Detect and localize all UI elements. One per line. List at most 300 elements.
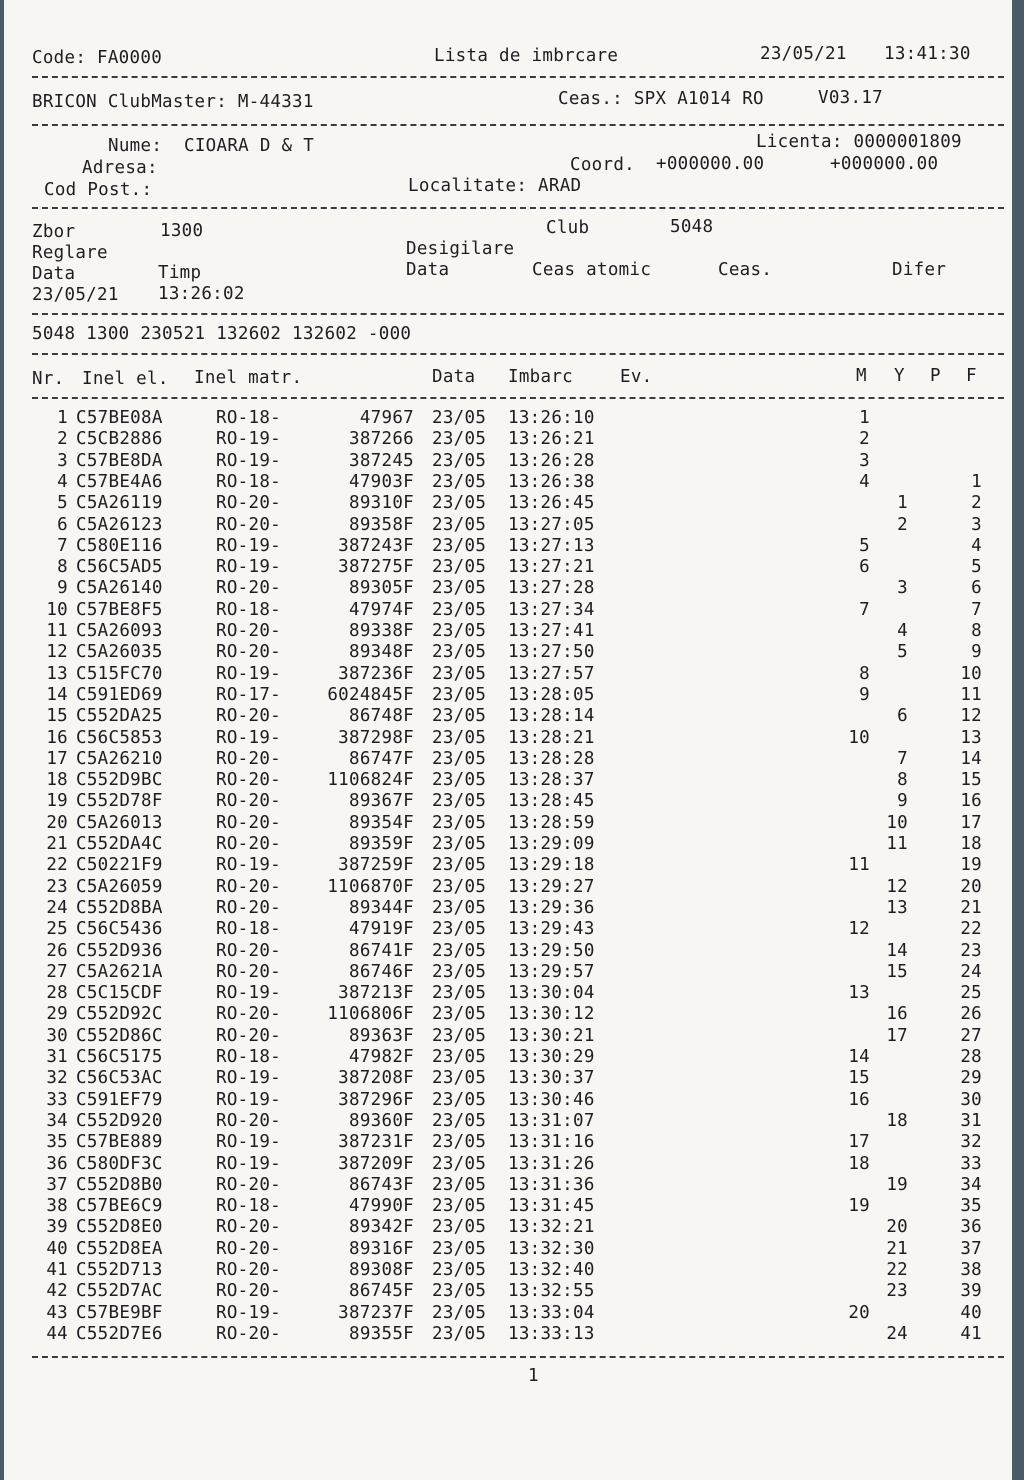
row-y: 22 [886, 1260, 908, 1280]
row-nr: 36 [46, 1153, 68, 1174]
row-ring-number: 1106806F [327, 1004, 414, 1025]
row-nr: 17 [46, 748, 68, 769]
row-nr: 22 [46, 855, 68, 876]
row-y: 2 [897, 514, 908, 535]
row-f: 19 [960, 855, 982, 876]
row-date: 23/05 [432, 748, 487, 769]
row-inel-el: C56C5175 [76, 1047, 163, 1067]
row-time: 13:30:04 [508, 983, 595, 1004]
table-row [4, 450, 1012, 474]
row-m: 5 [859, 535, 870, 556]
table-row [4, 1219, 1012, 1240]
row-inel-el: C552DA4C [76, 834, 163, 854]
row-ring-prefix: RO-20- [216, 706, 282, 727]
row-ring-prefix: RO-20- [216, 791, 282, 812]
row-f: 30 [960, 1089, 982, 1110]
row-time: 13:26:21 [508, 429, 595, 450]
row-date: 23/05 [432, 1302, 487, 1323]
row-f: 13 [960, 727, 982, 748]
row-y: 23 [886, 1281, 908, 1302]
row-time: 13:30:37 [508, 1068, 595, 1089]
row-m: 1 [859, 408, 870, 428]
row-nr: 25 [46, 919, 68, 940]
row-ring-number: 89344F [348, 897, 414, 918]
row-f: 20 [960, 876, 982, 897]
row-ring-number: 387213F [338, 983, 414, 1004]
row-y: 15 [886, 961, 908, 982]
row-ring-number: 89338F [348, 621, 414, 641]
row-date: 23/05 [432, 684, 487, 705]
row-time: 13:26:45 [508, 493, 595, 514]
printed-report [4, 0, 1012, 1480]
row-date: 23/05 [432, 1068, 487, 1089]
row-m: 14 [848, 1047, 870, 1067]
row-y: 9 [897, 791, 908, 812]
row-inel-el: C552D78F [76, 791, 163, 812]
table-row [4, 644, 1012, 665]
license-number: Licenta: 0000001809 [756, 132, 962, 152]
row-inel-el: C552D7AC [76, 1281, 163, 1302]
row-date: 23/05 [432, 791, 487, 812]
row-date: 23/05 [432, 1217, 487, 1238]
row-inel-el: C591EF79 [76, 1089, 163, 1110]
club-label: Club [546, 218, 590, 238]
row-y: 14 [886, 940, 908, 961]
row-time: 13:28:14 [508, 706, 595, 727]
row-ring-prefix: RO-19- [216, 450, 282, 471]
row-nr: 5 [57, 493, 68, 514]
row-nr: 31 [46, 1047, 68, 1067]
row-inel-el: C552D920 [76, 1110, 163, 1131]
table-row [4, 793, 1012, 814]
row-inel-el: C50221F9 [76, 855, 163, 876]
report-title: Lista de imbrcare [434, 46, 619, 66]
row-y: 1 [897, 493, 908, 514]
row-ring-prefix: RO-19- [216, 557, 282, 578]
row-ring-number: 89310F [348, 493, 414, 514]
row-inel-el: C580E116 [76, 535, 163, 556]
table-row [4, 663, 1012, 687]
postcode-label: Cod Post.: [44, 180, 153, 200]
row-m: 17 [848, 1132, 870, 1153]
row-ring-prefix: RO-20- [216, 578, 282, 599]
row-ring-prefix: RO-20- [216, 876, 282, 897]
row-ring-prefix: RO-17- [216, 684, 282, 705]
row-inel-el: C57BE9BF [76, 1302, 163, 1323]
row-m: 11 [848, 855, 870, 876]
row-f: 9 [971, 642, 982, 663]
row-time: 13:31:07 [508, 1110, 595, 1131]
divider [32, 124, 1004, 126]
row-f: 31 [960, 1110, 982, 1131]
row-ring-number: 387245 [348, 450, 414, 471]
row-nr: 9 [57, 578, 68, 599]
row-inel-el: C552D86C [76, 1025, 163, 1046]
row-date: 23/05 [432, 897, 487, 918]
row-f: 36 [960, 1217, 982, 1238]
row-ring-number: 387259F [338, 855, 414, 876]
row-ring-prefix: RO-19- [216, 1153, 282, 1174]
row-f: 32 [960, 1132, 982, 1153]
table-row [4, 410, 1012, 431]
row-ring-number: 387237F [338, 1302, 414, 1323]
row-ring-prefix: RO-20- [216, 940, 282, 961]
row-ring-prefix: RO-19- [216, 1132, 282, 1153]
row-ring-prefix: RO-18- [216, 408, 282, 428]
col-p: P [930, 366, 941, 386]
row-date: 23/05 [432, 1110, 487, 1131]
row-ring-prefix: RO-19- [216, 429, 282, 450]
table-row [4, 727, 1012, 751]
row-ring-number: 1106870F [327, 876, 414, 897]
row-nr: 4 [57, 471, 68, 492]
reglare-date: 23/05/21 [32, 285, 119, 305]
row-y: 8 [897, 770, 908, 791]
row-ring-number: 47967 [359, 408, 414, 428]
row-inel-el: C5A26093 [76, 621, 163, 641]
divider [32, 397, 1004, 399]
table-row [4, 897, 1012, 921]
row-f: 35 [960, 1196, 982, 1217]
row-ring-number: 86747F [348, 748, 414, 769]
row-nr: 12 [46, 642, 68, 663]
row-inel-el: C57BE4A6 [76, 471, 163, 492]
reglare-label: Reglare [32, 243, 108, 263]
row-f: 27 [960, 1025, 982, 1046]
row-time: 13:30:21 [508, 1025, 595, 1046]
row-time: 13:27:50 [508, 642, 595, 663]
row-f: 12 [960, 706, 982, 727]
row-y: 20 [886, 1217, 908, 1238]
row-inel-el: C5A26035 [76, 642, 163, 663]
row-nr: 40 [46, 1238, 68, 1259]
row-m: 19 [848, 1196, 870, 1217]
row-f: 8 [971, 621, 982, 641]
table-row [4, 1174, 1012, 1198]
table-row [4, 1238, 1012, 1262]
row-nr: 13 [46, 663, 68, 684]
row-y: 6 [897, 706, 908, 727]
row-ring-prefix: RO-20- [216, 621, 282, 641]
row-ring-prefix: RO-20- [216, 1174, 282, 1195]
row-time: 13:30:29 [508, 1047, 595, 1067]
row-ring-prefix: RO-20- [216, 897, 282, 918]
row-ring-prefix: RO-18- [216, 919, 282, 940]
clock-label: Ceas. [718, 260, 773, 280]
divider [32, 1356, 1004, 1358]
table-row [4, 535, 1012, 559]
row-nr: 27 [46, 961, 68, 982]
row-ring-number: 89360F [348, 1110, 414, 1131]
row-ring-prefix: RO-19- [216, 535, 282, 556]
table-row [4, 471, 1012, 495]
row-ring-number: 387231F [338, 1132, 414, 1153]
row-date: 23/05 [432, 514, 487, 535]
row-f: 1 [971, 471, 982, 492]
row-nr: 39 [46, 1217, 68, 1238]
row-inel-el: C5A26013 [76, 812, 163, 833]
row-y: 11 [886, 834, 908, 854]
row-nr: 38 [46, 1196, 68, 1217]
row-nr: 10 [46, 599, 68, 620]
table-row [4, 1049, 1012, 1070]
row-ring-prefix: RO-19- [216, 1302, 282, 1323]
row-ring-number: 89354F [348, 812, 414, 833]
row-time: 13:31:45 [508, 1196, 595, 1217]
table-row [4, 961, 1012, 985]
row-time: 13:26:28 [508, 450, 595, 471]
row-ring-number: 387209F [338, 1153, 414, 1174]
row-nr: 16 [46, 727, 68, 748]
row-f: 16 [960, 791, 982, 812]
row-ring-prefix: RO-20- [216, 1323, 282, 1344]
row-time: 13:27:41 [508, 621, 595, 641]
table-row [4, 1070, 1012, 1091]
row-inel-el: C57BE8F5 [76, 599, 163, 620]
col-imbarc: Imbarc [508, 367, 574, 387]
address-label: Adresa: [82, 158, 158, 178]
row-nr: 2 [57, 429, 68, 450]
row-date: 23/05 [432, 940, 487, 961]
row-inel-el: C56C5853 [76, 727, 163, 748]
row-ring-number: 387275F [338, 557, 414, 578]
row-ring-prefix: RO-20- [216, 1238, 282, 1259]
row-nr: 37 [46, 1174, 68, 1195]
row-date: 23/05 [432, 834, 487, 854]
row-f: 11 [960, 684, 982, 705]
table-row [4, 1006, 1012, 1027]
row-ring-number: 6024845F [327, 684, 414, 705]
row-ring-prefix: RO-20- [216, 1281, 282, 1302]
row-time: 13:26:10 [508, 408, 595, 428]
row-f: 26 [960, 1004, 982, 1025]
row-nr: 32 [46, 1068, 68, 1089]
divider [32, 76, 1004, 78]
row-f: 18 [960, 834, 982, 854]
row-time: 13:27:34 [508, 599, 595, 620]
table-row [4, 708, 1012, 729]
col-y: Y [894, 366, 905, 386]
table-row [4, 431, 1012, 452]
row-ring-prefix: RO-20- [216, 1260, 282, 1280]
row-time: 13:28:59 [508, 812, 595, 833]
zbor-label: Zbor [32, 222, 76, 242]
row-inel-el: C57BE08A [76, 408, 163, 428]
row-time: 13:33:04 [508, 1302, 595, 1323]
row-date: 23/05 [432, 1025, 487, 1046]
row-inel-el: C552D8EA [76, 1238, 163, 1259]
row-inel-el: C552D8BA [76, 897, 163, 918]
row-y: 13 [886, 897, 908, 918]
row-time: 13:26:38 [508, 471, 595, 492]
desigilare-label: Desigilare [406, 239, 515, 259]
locality: Localitate: ARAD [408, 176, 582, 196]
row-inel-el: C552D936 [76, 940, 163, 961]
row-time: 13:30:46 [508, 1089, 595, 1110]
table-row [4, 748, 1012, 772]
row-time: 13:29:50 [508, 940, 595, 961]
row-date: 23/05 [432, 535, 487, 556]
page-number: 1 [528, 1366, 539, 1386]
row-ring-number: 89363F [348, 1025, 414, 1046]
row-y: 21 [886, 1238, 908, 1259]
row-inel-el: C591ED69 [76, 684, 163, 705]
row-y: 4 [897, 621, 908, 641]
table-row [4, 1198, 1012, 1219]
row-ring-prefix: RO-19- [216, 983, 282, 1004]
firmware-version: V03.17 [818, 88, 884, 108]
row-ring-number: 387236F [338, 663, 414, 684]
row-ring-prefix: RO-20- [216, 770, 282, 791]
row-time: 13:27:57 [508, 663, 595, 684]
table-row [4, 940, 1012, 964]
table-row [4, 1153, 1012, 1177]
row-inel-el: C552D8E0 [76, 1217, 163, 1238]
row-f: 14 [960, 748, 982, 769]
row-f: 4 [971, 535, 982, 556]
col-ev: Ev. [620, 367, 653, 387]
table-row [4, 772, 1012, 793]
zbor-value: 1300 [160, 221, 204, 241]
row-ring-number: 47903F [348, 471, 414, 492]
row-inel-el: C5A26119 [76, 493, 163, 514]
row-inel-el: C5A2621A [76, 961, 163, 982]
row-nr: 24 [46, 897, 68, 918]
row-time: 13:27:28 [508, 578, 595, 599]
row-time: 13:31:26 [508, 1153, 595, 1174]
row-nr: 43 [46, 1302, 68, 1323]
row-date: 23/05 [432, 1153, 487, 1174]
row-date: 23/05 [432, 599, 487, 620]
row-m: 20 [848, 1302, 870, 1323]
row-nr: 15 [46, 706, 68, 727]
row-ring-number: 89358F [348, 514, 414, 535]
row-y: 12 [886, 876, 908, 897]
table-row [4, 1110, 1012, 1134]
table-row [4, 1089, 1012, 1113]
report-time: 13:41:30 [884, 44, 971, 64]
row-time: 13:33:13 [508, 1323, 595, 1344]
row-time: 13:31:16 [508, 1132, 595, 1153]
row-f: 21 [960, 897, 982, 918]
row-f: 6 [971, 578, 982, 599]
row-ring-prefix: RO-20- [216, 642, 282, 663]
row-time: 13:28:05 [508, 684, 595, 705]
row-ring-prefix: RO-20- [216, 493, 282, 514]
row-inel-el: C552D7E6 [76, 1323, 163, 1344]
row-f: 40 [960, 1302, 982, 1323]
row-m: 16 [848, 1089, 870, 1110]
row-f: 23 [960, 940, 982, 961]
row-ring-number: 47919F [348, 919, 414, 940]
row-nr: 29 [46, 1004, 68, 1025]
row-date: 23/05 [432, 855, 487, 876]
row-nr: 28 [46, 983, 68, 1004]
table-row [4, 985, 1012, 1006]
row-ring-prefix: RO-18- [216, 599, 282, 620]
row-inel-el: C5A26140 [76, 578, 163, 599]
row-date: 23/05 [432, 557, 487, 578]
row-y: 24 [886, 1323, 908, 1344]
row-m: 18 [848, 1153, 870, 1174]
row-inel-el: C552D8B0 [76, 1174, 163, 1195]
row-nr: 1 [57, 408, 68, 428]
col-inel-matr: Inel matr. [194, 368, 303, 388]
row-m: 4 [859, 471, 870, 492]
row-f: 7 [971, 599, 982, 620]
row-y: 17 [886, 1025, 908, 1046]
row-nr: 19 [46, 791, 68, 812]
row-inel-el: C56C53AC [76, 1068, 163, 1089]
row-date: 23/05 [432, 408, 487, 428]
row-date: 23/05 [432, 983, 487, 1004]
row-m: 15 [848, 1068, 870, 1089]
row-time: 13:28:28 [508, 748, 595, 769]
clubmaster-id: BRICON ClubMaster: M-44331 [32, 92, 314, 112]
row-nr: 6 [57, 514, 68, 535]
row-nr: 41 [46, 1260, 68, 1280]
row-ring-number: 47974F [348, 599, 414, 620]
row-inel-el: C56C5436 [76, 919, 163, 940]
timp-label: Timp [158, 263, 202, 283]
row-m: 2 [859, 429, 870, 450]
row-m: 7 [859, 599, 870, 620]
row-inel-el: C57BE8DA [76, 450, 163, 471]
row-ring-prefix: RO-20- [216, 834, 282, 854]
name-label: Nume: [108, 136, 163, 156]
row-nr: 42 [46, 1281, 68, 1302]
row-time: 13:29:09 [508, 834, 595, 854]
row-f: 37 [960, 1238, 982, 1259]
row-nr: 14 [46, 684, 68, 705]
row-inel-el: C5A26210 [76, 748, 163, 769]
table-row [4, 1302, 1012, 1326]
row-ring-number: 86748F [348, 706, 414, 727]
row-date: 23/05 [432, 642, 487, 663]
divider [32, 313, 1004, 315]
row-ring-prefix: RO-19- [216, 663, 282, 684]
row-ring-number: 89355F [348, 1323, 414, 1344]
report-code: Code: FA0000 [32, 48, 163, 68]
owner-name: CIOARA D & T [184, 136, 315, 156]
clock-id: Ceas.: SPX A1014 RO [558, 89, 764, 109]
row-date: 23/05 [432, 1323, 487, 1344]
row-time: 13:32:30 [508, 1238, 595, 1259]
row-ring-prefix: RO-19- [216, 1068, 282, 1089]
row-date: 23/05 [432, 621, 487, 641]
row-time: 13:28:21 [508, 727, 595, 748]
row-nr: 18 [46, 770, 68, 791]
table-row [4, 684, 1012, 708]
row-f: 2 [971, 493, 982, 514]
row-ring-number: 387243F [338, 535, 414, 556]
row-ring-number: 86745F [348, 1281, 414, 1302]
difer-label: Difer [892, 260, 947, 280]
row-date: 23/05 [432, 493, 487, 514]
row-ring-prefix: RO-18- [216, 471, 282, 492]
row-ring-number: 89342F [348, 1217, 414, 1238]
row-inel-el: C5A26123 [76, 514, 163, 535]
col-m: M [856, 366, 867, 386]
row-m: 6 [859, 557, 870, 578]
row-inel-el: C5C15CDF [76, 983, 163, 1004]
reglare-time: 13:26:02 [158, 284, 245, 304]
table-row [4, 495, 1012, 516]
row-nr: 35 [46, 1132, 68, 1153]
row-ring-prefix: RO-19- [216, 855, 282, 876]
row-nr: 26 [46, 940, 68, 961]
row-y: 16 [886, 1004, 908, 1025]
